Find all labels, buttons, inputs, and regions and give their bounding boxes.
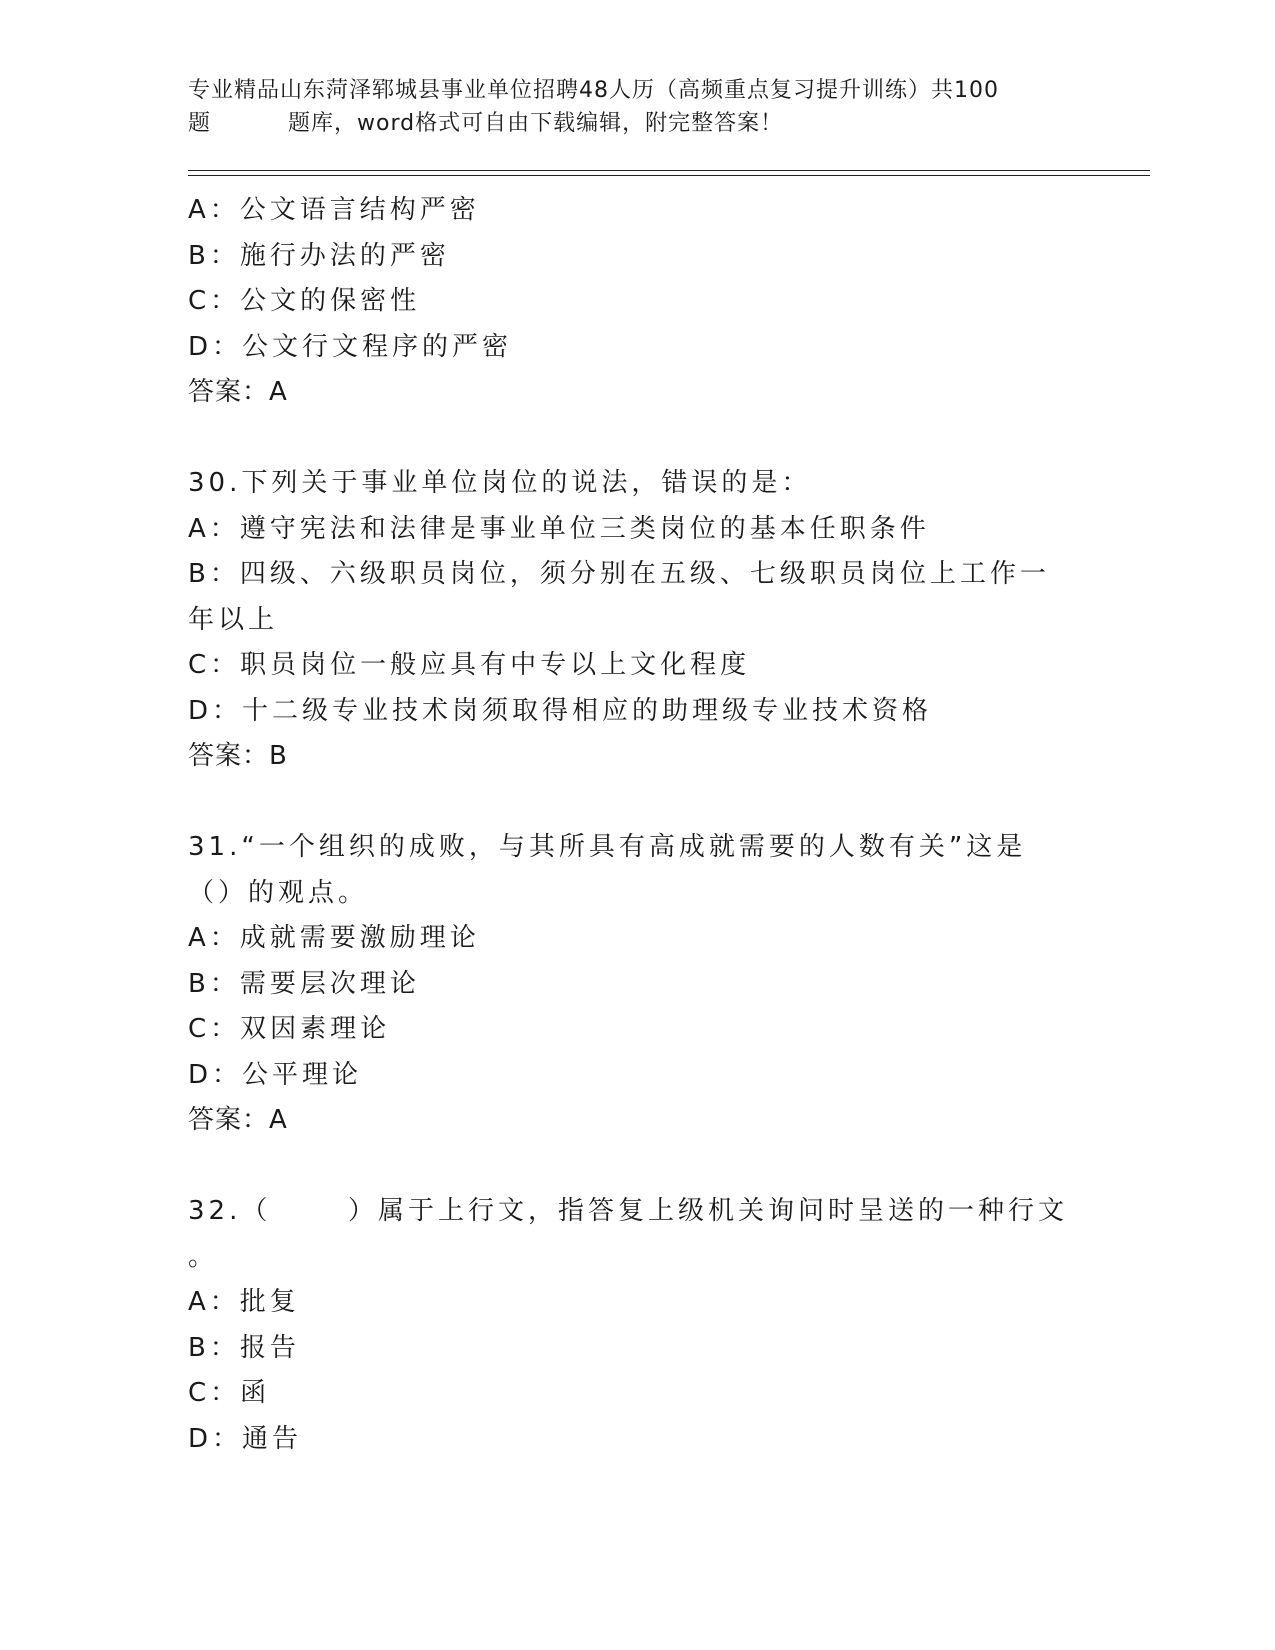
stem-tail: 。 bbox=[188, 1241, 219, 1272]
option-b: B：报告 bbox=[188, 1332, 300, 1363]
answer: 答案：A bbox=[188, 377, 288, 407]
option-c: C：公文的保密性 bbox=[188, 286, 421, 316]
header-title-line2 bbox=[188, 107, 1068, 140]
option-d: D：公平理论 bbox=[188, 1059, 363, 1090]
option-b: B：需要层次理论 bbox=[188, 968, 420, 999]
header-divider-top bbox=[188, 170, 1150, 171]
question-32 bbox=[188, 1189, 1068, 1462]
header-line2-part1: 题 bbox=[188, 111, 212, 136]
question-stem bbox=[188, 1189, 1068, 1235]
option-a: A：公文语言结构严密 bbox=[188, 195, 480, 225]
option-d: D：十二级专业技术岗须取得相应的助理级专业技术资格 bbox=[188, 695, 933, 726]
fill-blank bbox=[271, 1189, 348, 1235]
question-31 bbox=[188, 825, 1068, 1144]
question-29 bbox=[188, 188, 1068, 416]
option-a: A：成就需要激励理论 bbox=[188, 923, 480, 953]
question-stem: 30.下列关于事业单位岗位的说法，错误的是： bbox=[188, 468, 812, 498]
option-a: A：批复 bbox=[188, 1287, 300, 1317]
answer: 答案：A bbox=[188, 1105, 288, 1135]
header-line2-part2: 题库，word格式可自由下载编辑，附完整答案！ bbox=[288, 111, 784, 136]
option-c: C：职员岗位一般应具有中专以上文化程度 bbox=[188, 650, 751, 680]
option-c: C：函 bbox=[188, 1378, 271, 1408]
option-d: D：公文行文程序的严密 bbox=[188, 331, 513, 362]
option-d: D：通告 bbox=[188, 1423, 303, 1454]
header-title-line1: 专业精品山东菏泽郓城县事业单位招聘48人历（高频重点复习提升训练）共100 bbox=[188, 78, 999, 103]
header-divider-bottom bbox=[188, 175, 1150, 176]
spacer bbox=[188, 780, 1068, 826]
question-30 bbox=[188, 461, 1068, 780]
stem-body: ）属于上行文，指答复上级机关询问时呈送的一种行文 bbox=[347, 1196, 1068, 1226]
document-header bbox=[188, 74, 1068, 140]
question-stem: 31.“一个组织的成败，与其所具有高成就需要的人数有关”这是（）的观点。 bbox=[188, 832, 1027, 908]
spacer bbox=[188, 1144, 1068, 1190]
question-content bbox=[188, 188, 1068, 1462]
option-a: A：遵守宪法和法律是事业单位三类岗位的基本任职条件 bbox=[188, 513, 930, 544]
stem-prefix: 32.（ bbox=[188, 1196, 272, 1226]
option-b: B：四级、六级职员岗位，须分别在五级、七级职员岗位上工作一年以上 bbox=[188, 559, 1050, 635]
option-b: B：施行办法的严密 bbox=[188, 240, 450, 271]
option-c: C：双因素理论 bbox=[188, 1014, 391, 1044]
answer: 答案：B bbox=[188, 741, 288, 771]
spacer bbox=[188, 416, 1068, 462]
